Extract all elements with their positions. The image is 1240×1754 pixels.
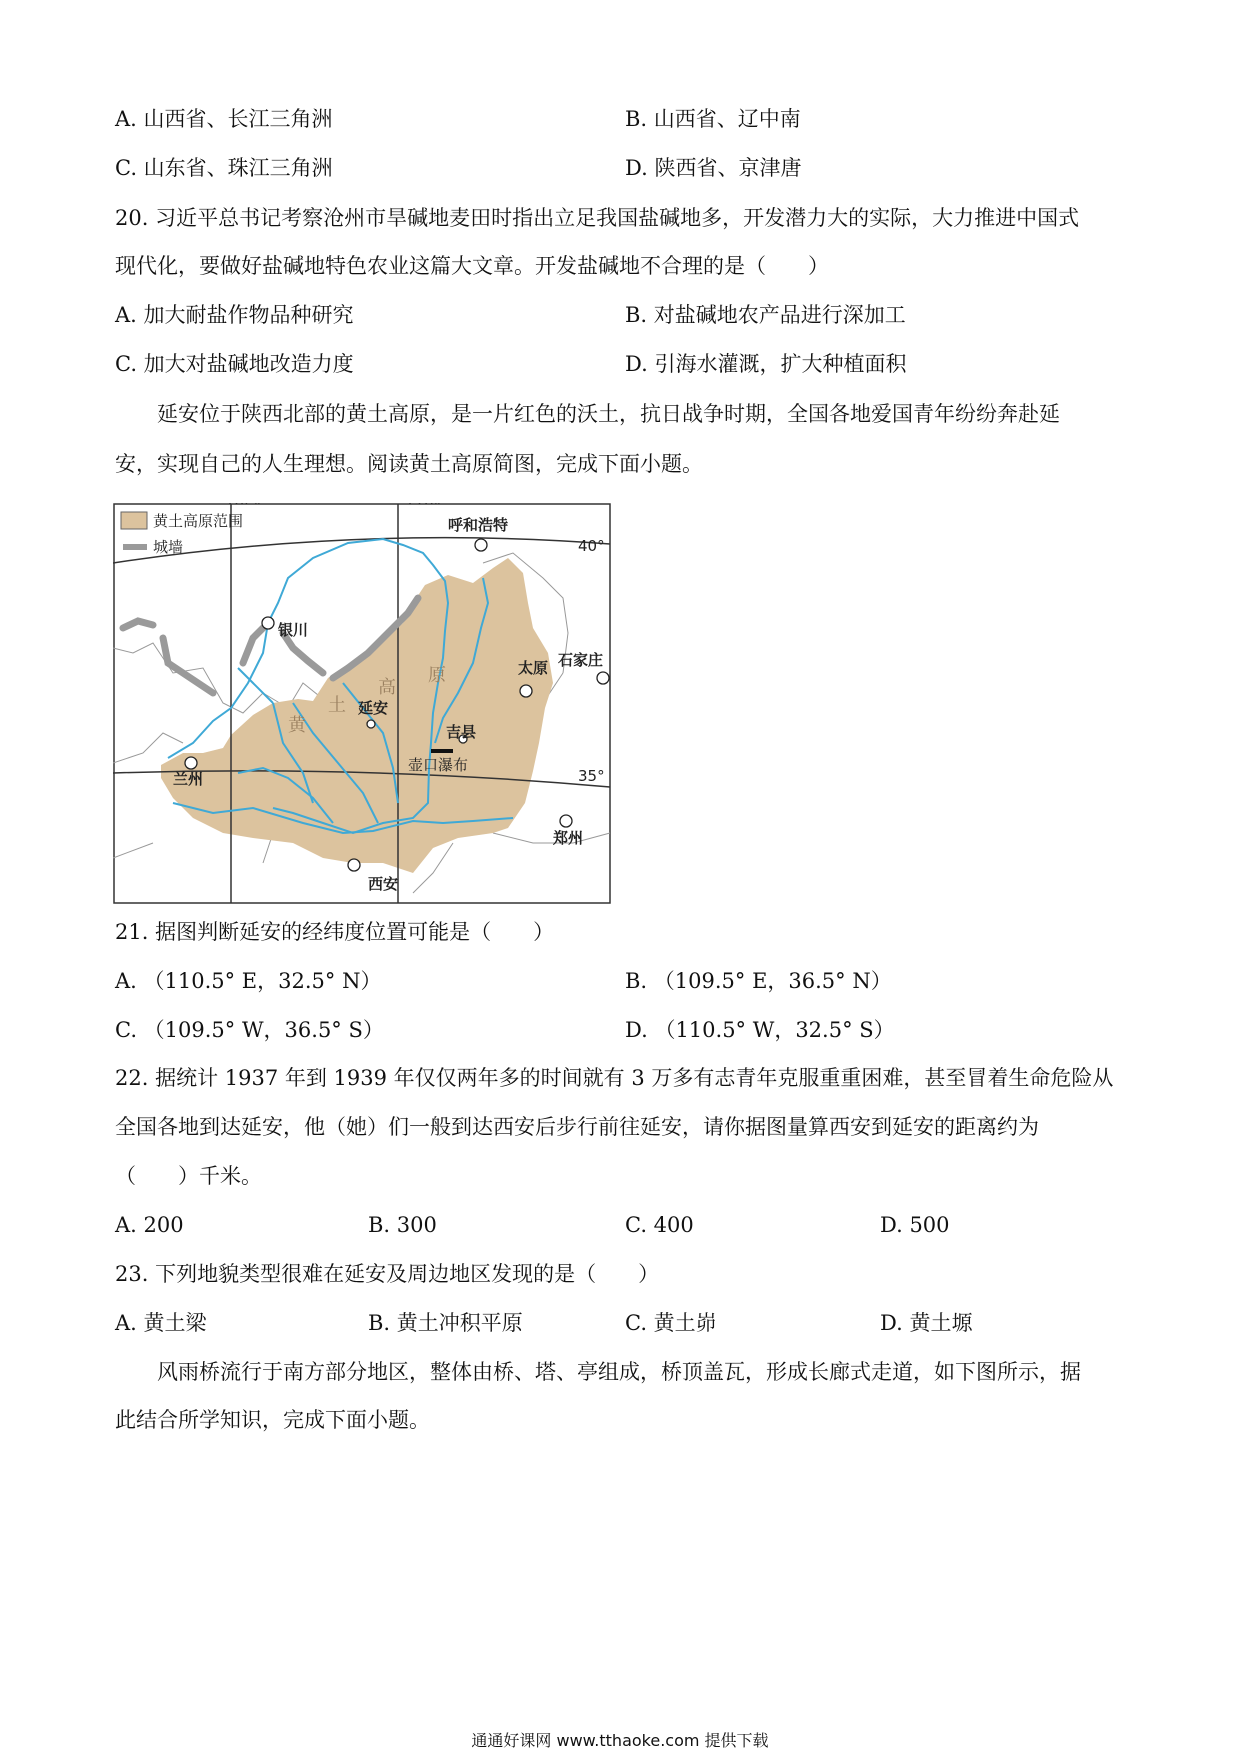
q20-option-d: D. 引海水灌溉，扩大种植面积 [625,352,907,376]
q19-option-d: D. 陕西省、京津唐 [625,156,802,180]
q22-option-c: C. 400 [625,1213,694,1237]
city-yanan-label: 延安 [358,699,389,717]
plateau-char-3: 高 [378,677,396,698]
city-hohhot-marker [475,539,487,551]
q23-option-a: A. 黄土梁 [115,1311,207,1335]
city-zhengzhou-label: 郑州 [553,829,584,847]
footer-credit: 通通好课网 www.tthaoke.com 提供下载 [471,1731,769,1750]
legend-plateau-swatch [121,512,147,529]
lat-label-40: 40° [578,537,605,555]
plateau-char-4: 原 [428,665,446,686]
q20-stem-line2: 现代化，要做好盐碱地特色农业这篇大文章。开发盐碱地不合理的是（ ） [115,254,829,278]
q21-option-b: B. （109.5° E，36.5° N） [625,969,892,993]
city-yinchuan-label: 银川 [278,621,309,639]
city-lanzhou-label: 兰州 [173,770,204,788]
city-yinchuan-marker [262,617,274,629]
q22-stem-line3: （ ）千米。 [115,1164,262,1188]
lat-label-35: 35° [578,767,605,785]
q21-option-d: D. （110.5° W，32.5° S） [625,1018,895,1042]
city-taiyuan-marker [520,685,532,697]
city-zhengzhou-marker [560,815,572,827]
q21-option-c: C. （109.5° W，36.5° S） [115,1018,384,1042]
q21-stem: 21. 据图判断延安的经纬度位置可能是（ ） [115,920,555,944]
hukou-falls-label: 壶口瀑布 [408,756,469,774]
city-taiyuan-label: 太原 [518,659,549,677]
q22-option-d: D. 500 [880,1213,950,1237]
city-xian-label: 西安 [368,875,399,893]
q19-option-a: A. 山西省、长江三角洲 [115,107,333,131]
yanan-intro-line2: 安，实现自己的人生理想。阅读黄土高原简图，完成下面小题。 [115,452,703,476]
q20-option-c: C. 加大对盐碱地改造力度 [115,352,354,376]
q23-option-c: C. 黄土峁 [625,1311,717,1335]
city-shijiazhuang-marker [597,672,609,684]
q22-stem-line2: 全国各地到达延安，他（她）们一般到达西安后步行前往延安，请你据图量算西安到延安的距离约为 [115,1115,1039,1139]
plateau-char-2: 土 [328,695,346,716]
q20-option-b: B. 对盐碱地农产品进行深加工 [625,303,906,327]
loess-plateau-map [113,503,611,904]
q19-option-c: C. 山东省、珠江三角洲 [115,156,333,180]
q22-option-b: B. 300 [368,1213,437,1237]
city-lanzhou-marker [185,757,197,769]
yanan-intro-line1: 延安位于陕西北部的黄土高原，是一片红色的沃土，抗日战争时期，全国各地爱国青年纷纷奔赴延 [157,402,1060,426]
city-yanan-marker [367,720,375,728]
q20-option-a: A. 加大耐盐作物品种研究 [115,303,354,327]
legend-wall-label: 城墙 [153,538,184,556]
plateau-char-1: 黄 [288,715,306,736]
q20-stem-line1: 20. 习近平总书记考察沧州市旱碱地麦田时指出立足我国盐碱地多，开发潜力大的实际，大力推进中国式 [115,206,1080,230]
q23-option-d: D. 黄土塬 [880,1311,973,1335]
q22-stem-line1: 22. 据统计 1937 年到 1939 年仅仅两年多的时间就有 3 万多有志青年克服重重困难，甚至冒着生命危险从 [115,1066,1114,1090]
q23-option-b: B. 黄土冲积平原 [368,1311,523,1335]
city-xian-marker [348,859,360,871]
city-shijiazhuang-label: 石家庄 [558,651,604,669]
q23-stem: 23. 下列地貌类型很难在延安及周边地区发现的是（ ） [115,1262,660,1286]
q22-option-a: A. 200 [115,1213,184,1237]
legend-plateau-label: 黄土高原范围 [153,512,244,530]
city-jixian-label: 吉县 [446,723,477,741]
q21-option-a: A. （110.5° E，32.5° N） [115,969,382,993]
city-hohhot-label: 呼和浩特 [448,516,509,534]
bridge-intro-line2: 此结合所学知识，完成下面小题。 [115,1408,430,1432]
bridge-intro-line1: 风雨桥流行于南方部分地区，整体由桥、塔、亭组成，桥顶盖瓦，形成长廊式走道，如下图所示，据 [157,1360,1081,1384]
q19-option-b: B. 山西省、辽中南 [625,107,801,131]
